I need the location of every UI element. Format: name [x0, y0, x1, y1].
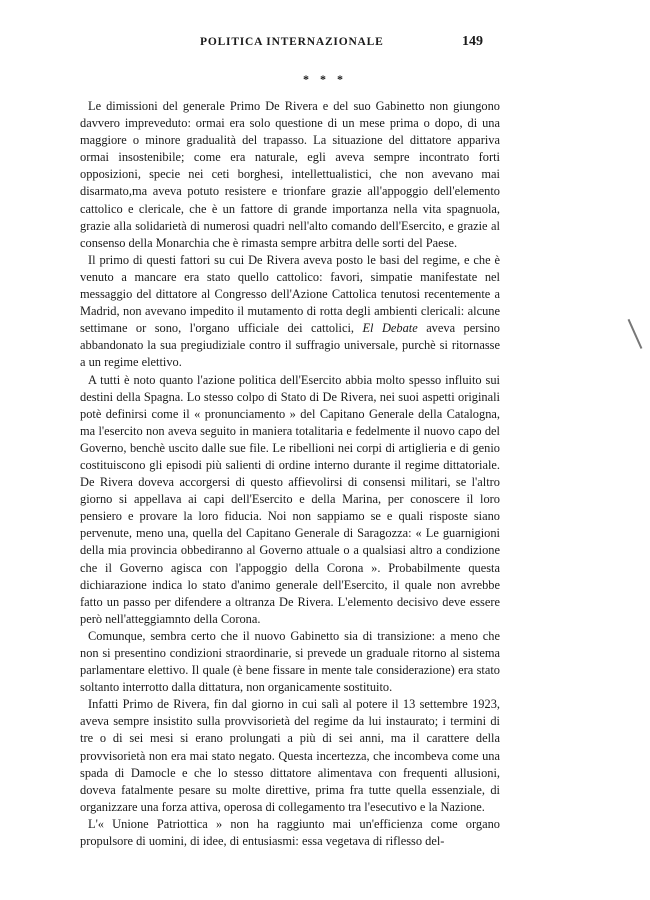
section-separator: * * *	[303, 72, 347, 86]
paragraph-1: Le dimissioni del generale Primo De Rivera e del suo Gabinetto non giungono davvero impreveduto: ormai era solo questione di un mese prima o dopo, di una maggiore o minore gradualità del trapasso. La situazione del dittatore appariva ormai insostenibile; come era naturale, egli aveva sempre incontrato forti opposizioni, specie nei ceti borghesi, intellettualistici, che non avevano mai disarmato,ma aveva potuto resistere e trionfare grazie all'appoggio dell'elemento cattolico e clericale, che è un fattore di grande importanza nella vita spagnuola, grazie alla solidarietà di numerosi quadri nell'alto comando dell'Esercito, e grazie al consenso della Monarchia che è rimasta sempre arbitra delle sorti del Paese.	[80, 99, 500, 250]
article-body	[80, 98, 500, 850]
scan-mark	[628, 319, 642, 349]
paragraph-2-part-2: aveva persino abbandonato la sua pregiudiziale contro il suffragio universale, purchè si ritornasse a un regime elettivo.	[80, 321, 500, 370]
paragraph-6: L'« Unione Patriottica » non ha raggiunto mai un'efficienza come organo propulsore di uomini, di idee, di entusiasmi: essa vegetava di riflesso del-	[80, 816, 500, 849]
page-number: 149	[462, 34, 483, 49]
paragraph-2-part-1: Il primo di questi fattori su cui De Rivera aveva posto le basi del regime, e che è venuto a mancare era stato quello cattolico: favori, simpatie manifestate nel messaggio del dittatore al Congresso dell'Azione Cattolica tenutosi recentemente a Madrid, non avevano impedito il mutamento di rotta degli ambienti clericali: alcune settimane or sono, l'organo ufficiale dei cattolici,	[80, 252, 500, 336]
running-header	[200, 36, 490, 54]
paragraph-2	[80, 252, 500, 372]
paragraph-4: Comunque, sembra certo che il nuovo Gabinetto sia di transizione: a meno che non si presentino condizioni straordinarie, si prevede un graduale ritorno al sistema parlamentare elettivo. Il quale (è bene fissare in mente tale considerazione) era stato soltanto interrotto dalla dittatura, non organicamente sostituito.	[80, 628, 500, 695]
header-title: POLITICA INTERNAZIONALE	[200, 36, 384, 48]
paragraph-3: A tutti è noto quanto l'azione politica dell'Esercito abbia molto spesso influito sui destini della Spagna. Lo stesso colpo di Stato di De Rivera, nei suoi aspetti originali potè definirsi come il « pronunciamento » del Capitano Generale della Catalogna, ma l'esercito non aveva seguito in maniera totalitaria e fedelmente il nuovo capo del Governo, benchè uscito dalle sue file. Le ribellioni nei corpi di artiglieria e di genio costituiscono gli episodi più salienti di ordine interno durante il regime dittatoriale. De Rivera doveva accorgersi di questo affievolirsi di consensi militari, se l'altro giorno si appellava ai capi dell'Esercito e della Marina, per conoscere il loro pensiero e provare la loro fiducia. Noi non sappiamo se e quali risposte siano pervenute, meno una, quella del Capitano Generale di Saragozza: « Le guarnigioni della mia provincia obbediranno al Governo attuale o a qualsiasi altro a condizione che il Governo agisca con l'appoggio della Corona ». Probabilmente questa dichiarazione indica lo stato d'animo generale dell'Esercito, il quale non avrebbe fatto un passo per difendere a oltranza De Rivera. L'elemento decisivo deve essere però nell'atteggiamnto della Corona.	[80, 372, 500, 626]
newspaper-title: El Debate	[362, 321, 418, 336]
paragraph-5: Infatti Primo de Rivera, fin dal giorno in cui salì al potere il 13 settembre 1923, aveva sempre insistito sulla provvisorietà del regime da lui instaurato; i termini di tre o di sei mesi si erano prolungati a più di sei anni, ma il carattere della provvisorietà non era mai stato negato. Questa incertezza, che incombeva come una spada di Damocle e che lo stesso dittatore alimentava con frequenti allusioni, doveva fatalmente pesare su molte direttive, prima fra tutte quella essenziale, di organizzare una forza attiva, operosa di collegamento tra l'esecutivo e la Nazione.	[80, 697, 500, 814]
